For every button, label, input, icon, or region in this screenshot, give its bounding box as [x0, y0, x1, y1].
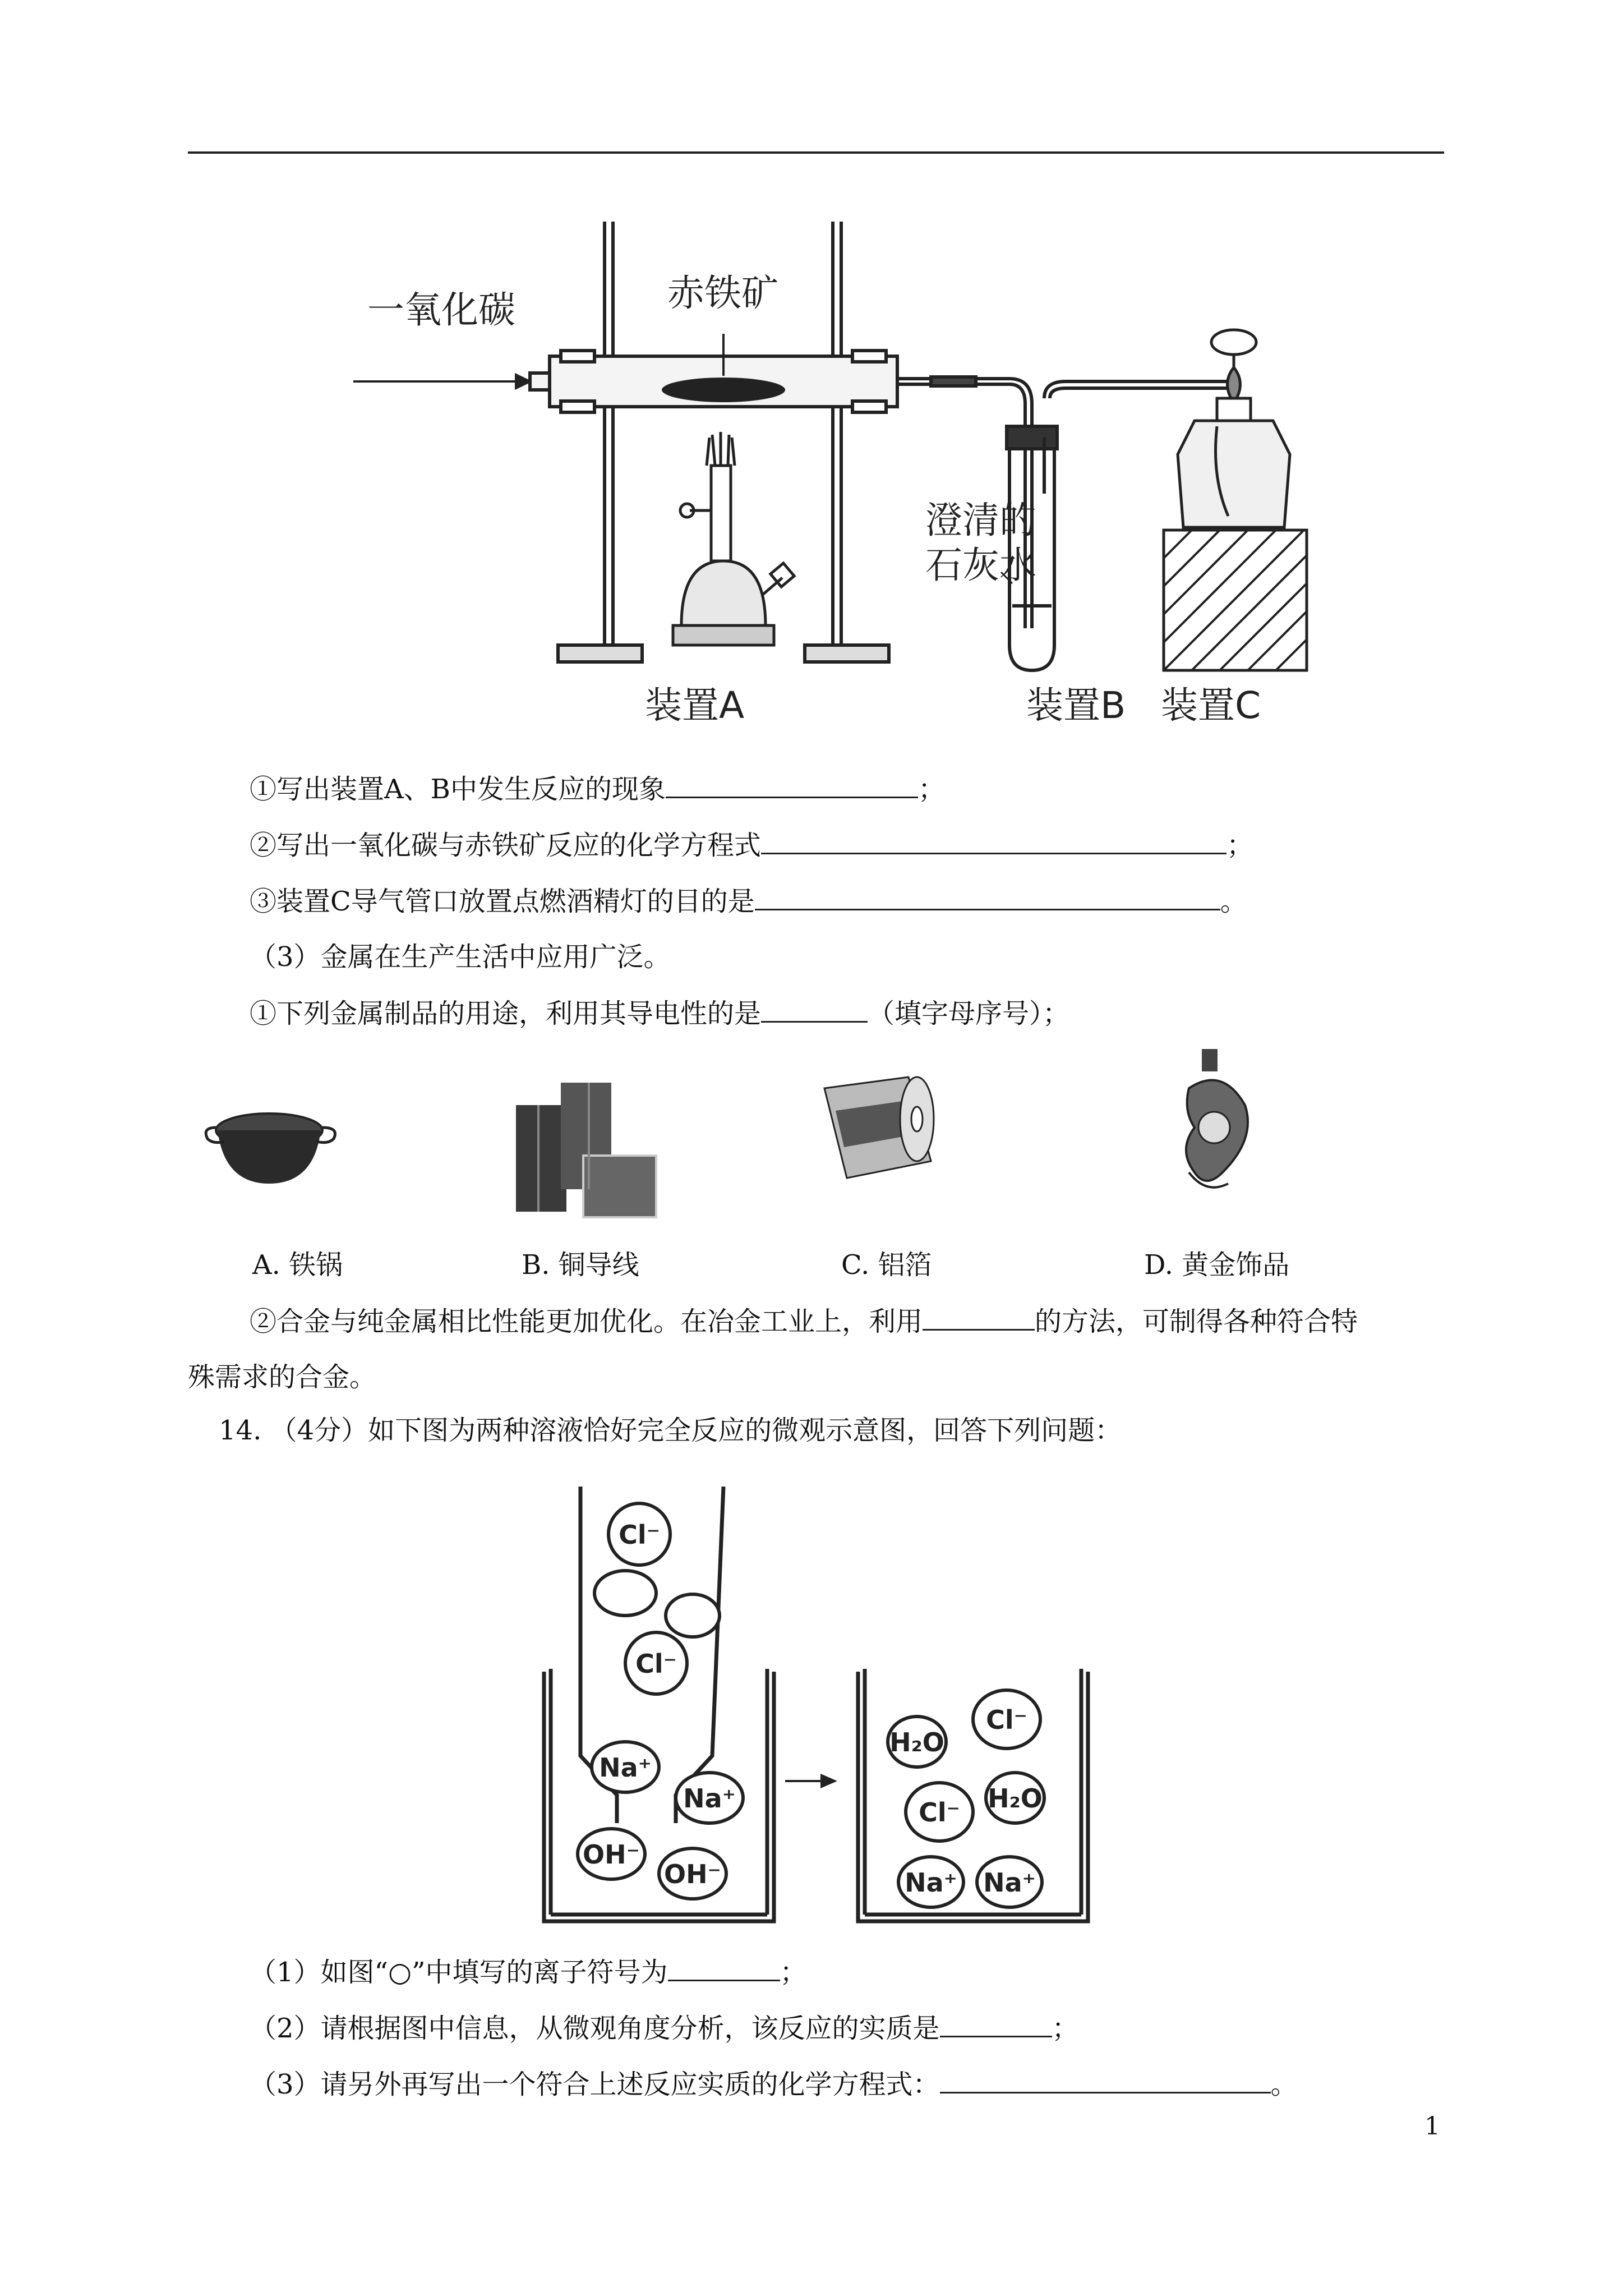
copper-wire-spools-picture	[516, 1083, 656, 1217]
device-a-label: 装置A	[645, 684, 745, 727]
ion-cl-label: Cl⁻	[919, 1797, 960, 1828]
ion-na-label: Na⁺	[683, 1783, 736, 1814]
q3-item-1: ①下列金属制品的用途，利用其导电性的是 （填字母序号）；	[250, 996, 1069, 1030]
header-rule	[188, 151, 1444, 154]
water-label: H₂O	[889, 1727, 944, 1757]
limewater-label-1: 澄清的	[925, 499, 1036, 542]
aluminum-foil-roll-picture	[824, 1077, 934, 1178]
answer-blank[interactable]	[668, 1955, 780, 1981]
right-beaker	[858, 1669, 1088, 1921]
ion-oh-label: OH⁻	[664, 1859, 721, 1889]
page-number: 1	[1424, 2112, 1440, 2141]
option-b: B. 铜导线	[522, 1249, 639, 1281]
answer-blank[interactable]	[755, 884, 1220, 910]
ion-na-label: Na⁺	[599, 1752, 652, 1783]
hematite-sample	[662, 378, 785, 402]
gold-pendant-picture	[1186, 1049, 1248, 1188]
ore-label: 赤铁矿	[667, 272, 778, 315]
q3-heading: （3）金属在生产生活中应用广泛。	[250, 941, 671, 973]
ion-cl-label: Cl⁻	[635, 1649, 677, 1679]
answer-blank[interactable]	[761, 996, 868, 1023]
limewater-label-2: 石灰水	[925, 544, 1036, 587]
q3-item-2-line-2: 殊需求的合金。	[188, 1361, 377, 1393]
answer-blank[interactable]	[666, 772, 918, 798]
device-c-label: 装置C	[1161, 684, 1261, 727]
q2-item-1: ①写出装置A、B中发生反应的现象 ；	[250, 772, 945, 806]
lamp-block	[1164, 530, 1307, 670]
option-c: C. 铝箔	[841, 1249, 932, 1281]
ion-na-label: Na⁺	[905, 1867, 957, 1898]
co-inlet-arrow	[353, 375, 530, 388]
option-a: A. 铁锅	[252, 1249, 343, 1281]
device-b-label: 装置B	[1026, 684, 1126, 727]
iron-pot-picture	[206, 1114, 335, 1184]
option-d: D. 黄金饰品	[1144, 1249, 1290, 1281]
ion-na-label: Na⁺	[983, 1867, 1036, 1898]
q3-item-2-line-1: ②合金与纯金属相比性能更加优化。在冶金工业上，利用 的方法，可制得各种符合特	[250, 1304, 1358, 1338]
reaction-arrow	[785, 1775, 834, 1787]
left-iron-stand	[558, 222, 642, 662]
ion-cl-label: Cl⁻	[986, 1705, 1027, 1735]
alcohol-lamp	[1178, 330, 1290, 527]
co-label: 一氧化碳	[367, 288, 515, 332]
ion-cl-label: Cl⁻	[619, 1520, 660, 1550]
q14-sub-2: （2）请根据图中信息，从微观角度分析，该反应的实质是 ；	[250, 2011, 1079, 2045]
alcohol-blast-burner	[673, 432, 794, 645]
answer-blank[interactable]	[940, 2067, 1271, 2093]
neutralization-micro-diagram	[527, 1475, 1110, 1941]
ion-oh-label: OH⁻	[583, 1839, 640, 1870]
q14-sub-1: （1）如图“○”中填写的离子符号为 ；	[250, 1955, 807, 1989]
q2-item-2: ②写出一氧化碳与赤铁矿反应的化学方程式 ；	[250, 828, 1253, 862]
q14-sub-3: （3）请另外再写出一个符合上述反应实质的化学方程式： 。	[250, 2067, 1298, 2101]
answer-blank[interactable]	[761, 828, 1227, 854]
water-label: H₂O	[988, 1783, 1043, 1814]
q2-item-3: ③装置C导气管口放置点燃酒精灯的目的是 。	[250, 884, 1247, 918]
empty-ion-circle	[594, 1571, 656, 1616]
metal-products-pictures	[202, 1043, 1380, 1245]
answer-blank[interactable]	[940, 2011, 1052, 2037]
empty-ion-circle	[666, 1594, 720, 1637]
answer-blank[interactable]	[923, 1304, 1035, 1331]
apparatus-diagram	[336, 213, 1318, 752]
right-iron-stand	[805, 222, 889, 662]
q14-title: 14. （4分）如下图为两种溶液恰好完全反应的微观示意图，回答下列问题：	[219, 1415, 1122, 1446]
